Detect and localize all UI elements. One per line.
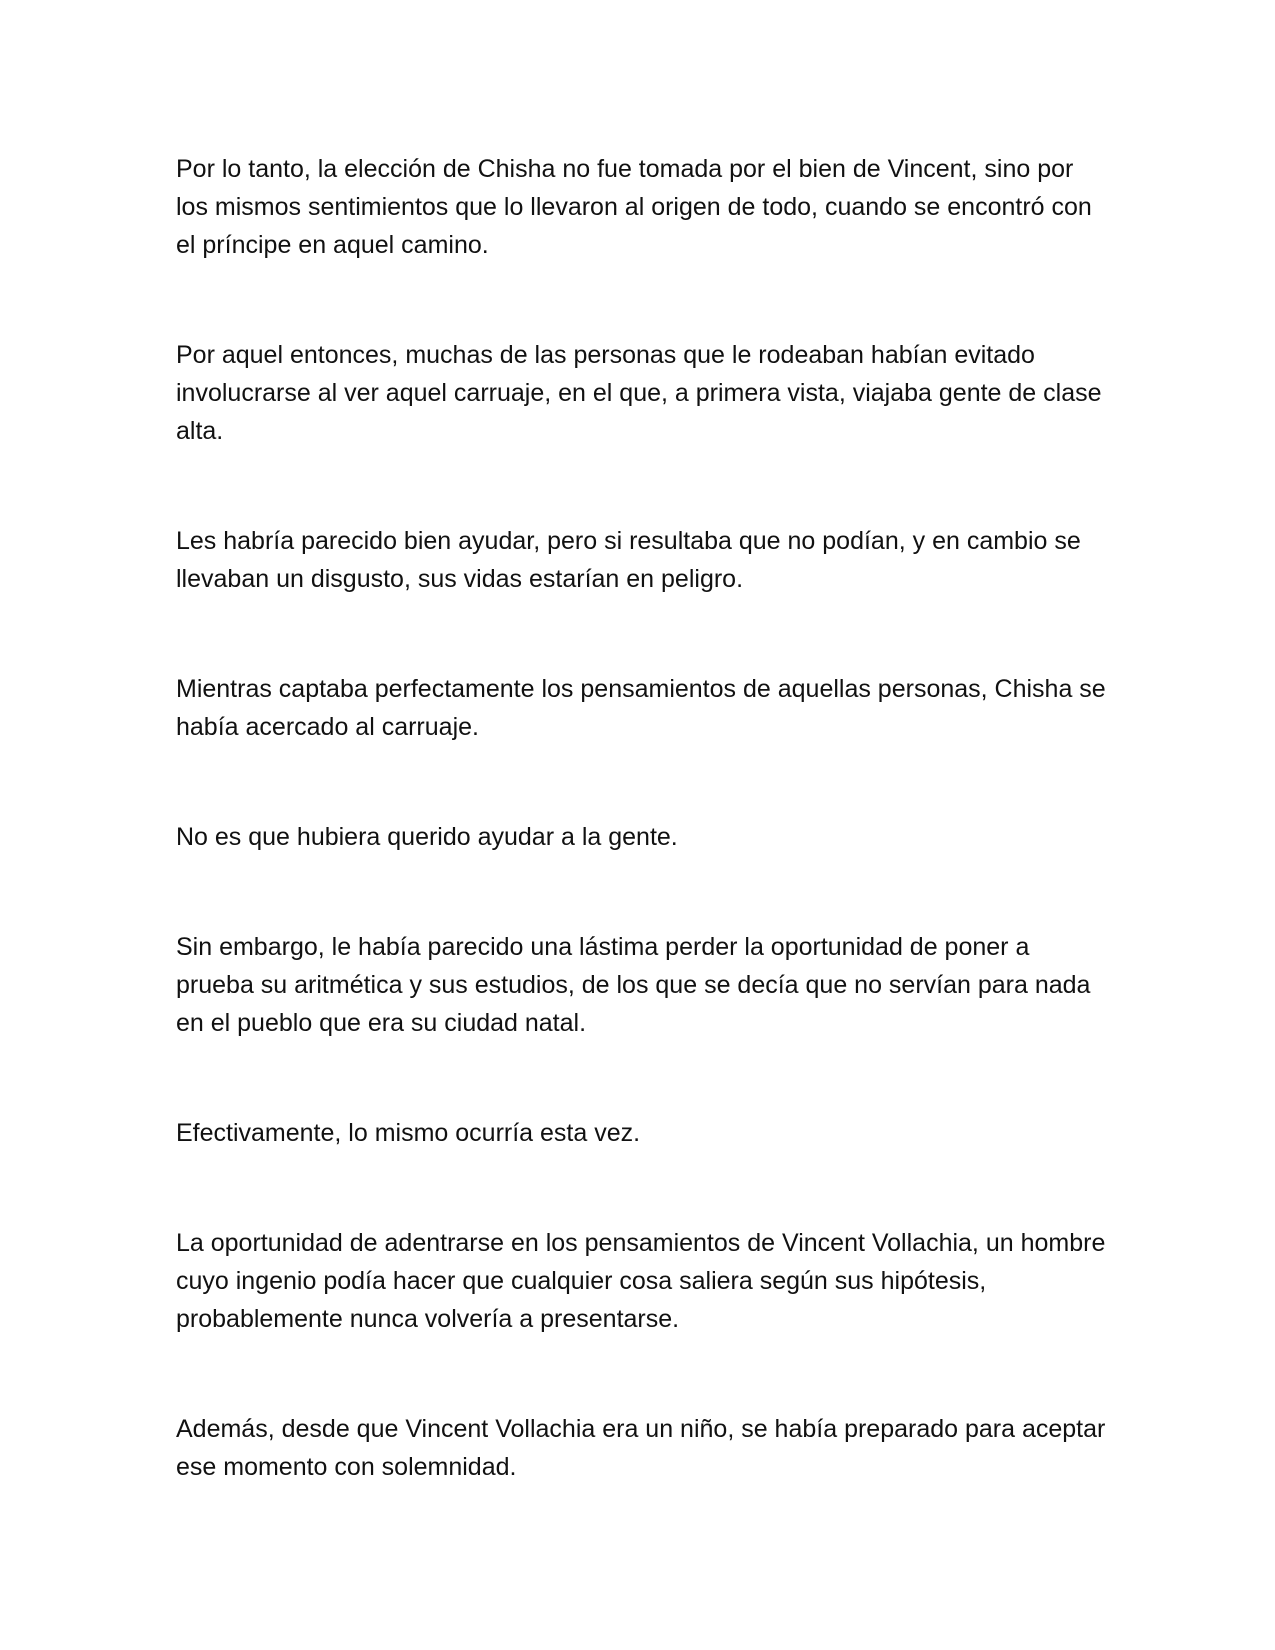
paragraph-3: Les habría parecido bien ayudar, pero si resultaba que no podían, y en cambio se llevaban un disgusto, sus vidas estarían en peligro. [176, 527, 1081, 593]
paragraph-4: Mientras captaba perfectamente los pensamientos de aquellas personas, Chisha se había acercado al carruaje. [176, 675, 1106, 741]
paragraph-6: Sin embargo, le había parecido una lástima perder la oportunidad de poner a prueba su aritmética y sus estudios, de los que se decía que no servían para nada en el pueblo que era su ciudad natal. [176, 933, 1091, 1037]
paragraph-8: La oportunidad de adentrarse en los pensamientos de Vincent Vollachia, un hombre cuyo ingenio podía hacer que cualquier cosa saliera según sus hipótesis, probablemente nunca volvería a presentarse. [176, 1229, 1106, 1333]
paragraph-1: Por lo tanto, la elección de Chisha no fue tomada por el bien de Vincent, sino por los mismos sentimientos que lo llevaron al origen de todo, cuando se encontró con el príncipe en aquel camino. [176, 155, 1092, 259]
paragraph-5: No es que hubiera querido ayudar a la gente. [176, 823, 678, 851]
paragraph-7: Efectivamente, lo mismo ocurría esta vez. [176, 1119, 641, 1147]
paragraph-9: Además, desde que Vincent Vollachia era un niño, se había preparado para aceptar ese momento con solemnidad. [176, 1415, 1106, 1481]
document-body [176, 150, 1106, 1558]
paragraph-2: Por aquel entonces, muchas de las personas que le rodeaban habían evitado involucrarse al ver aquel carruaje, en el que, a primera vista, viajaba gente de clase alta. [176, 341, 1102, 445]
